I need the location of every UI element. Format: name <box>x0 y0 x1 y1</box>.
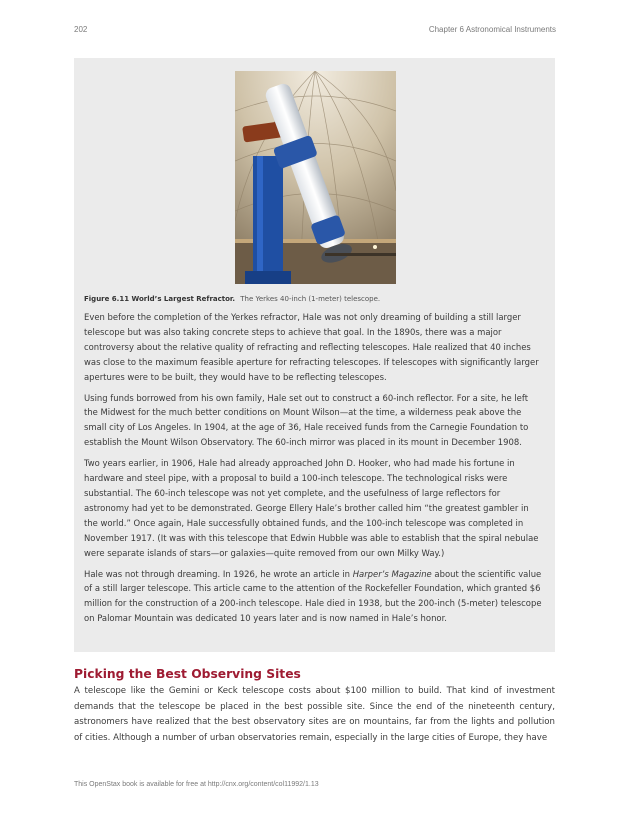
figure-caption-text: The Yerkes 40-inch (1-meter) telescope. <box>240 295 381 303</box>
feature-paragraph: Even before the completion of the Yerkes refractor, Hale was not only dreaming of building a still larger telescope but was also taking concrete steps to achieve that goal. In the 1890s, there was a major controversy about the relative quality of refracting and reflecting telescopes. Hale realized that 40 inches was close to the maximum feasible aperture for refracting telescopes. If telescopes with significantly larger apertures were to be built, they would have to be reflecting telescopes. <box>84 312 539 382</box>
figure-caption-label: Figure 6.11 World’s Largest Refractor. <box>84 295 236 303</box>
footer-note: This OpenStax book is available for free at http://cnx.org/content/col11992/1.13 <box>74 781 319 788</box>
section-heading: Picking the Best Observing Sites <box>74 667 301 681</box>
feature-text <box>84 310 544 632</box>
page-number: 202 <box>74 25 88 34</box>
magazine-title: Harper’s Magazine <box>352 568 432 579</box>
feature-paragraph: Two years earlier, in 1906, Hale had already approached John D. Hooker, who had made his fortune in hardware and steel pipe, with a proposal to build a 100-inch telescope. The technological risks were substantial. The 60-inch telescope was not yet complete, and the usefulness of large reflectors for astronomy had yet to be demonstrated. George Ellery Hale’s brother called him “the greatest gambler in the world.” Once again, Hale successfully obtained funds, and the 100-inch telescope was completed in November 1917. (It was with this telescope that Edwin Hubble was able to establish that the spiral nebulae were separate islands of stars—or galaxies—quite removed from our own Milky Way.) <box>84 458 539 558</box>
figure-caption <box>84 295 544 303</box>
paragraph-text: about the scientific value of a still larger telescope. This article came to the attention of the Rockefeller Foundation, which granted $6 million for the construction of a 200-inch telescope. Hale died in 1938, but the 200-inch (5-meter) telescope on Palomar Mountain was dedicated 10 years later and is now named in Hale’s honor. <box>84 568 542 624</box>
chapter-title: Chapter 6 Astronomical Instruments <box>428 25 556 34</box>
body-paragraph: A telescope like the Gemini or Keck telescope costs about $100 million to build. That kind of investment demands that the telescope be placed in the best possible site. Since the end of the nineteenth century, astronomers have realized that the best observatory sites are on mountains, far from the lights and pollution of cities. Although a number of urban observatories remain, especially in the large cities of Europe, they have <box>74 686 555 743</box>
feature-paragraph: Using funds borrowed from his own family, Hale set out to construct a 60-inch reflector. For a site, he left the Midwest for the much better conditions on Mount Wilson—at the time, a wilderness peak above the small city of Los Angeles. In 1904, at the age of 36, Hale received funds from the Carnegie Foundation to establish the Mount Wilson Observatory. The 60-inch mirror was placed in its mount in December 1908. <box>84 392 529 448</box>
feature-paragraph-last <box>84 567 544 627</box>
figure-photo-telescope <box>235 71 396 284</box>
telescope-photo <box>235 71 396 284</box>
paragraph-text: Hale was not through dreaming. In 1926, he wrote an article in <box>84 568 353 579</box>
feature-box <box>74 58 555 652</box>
